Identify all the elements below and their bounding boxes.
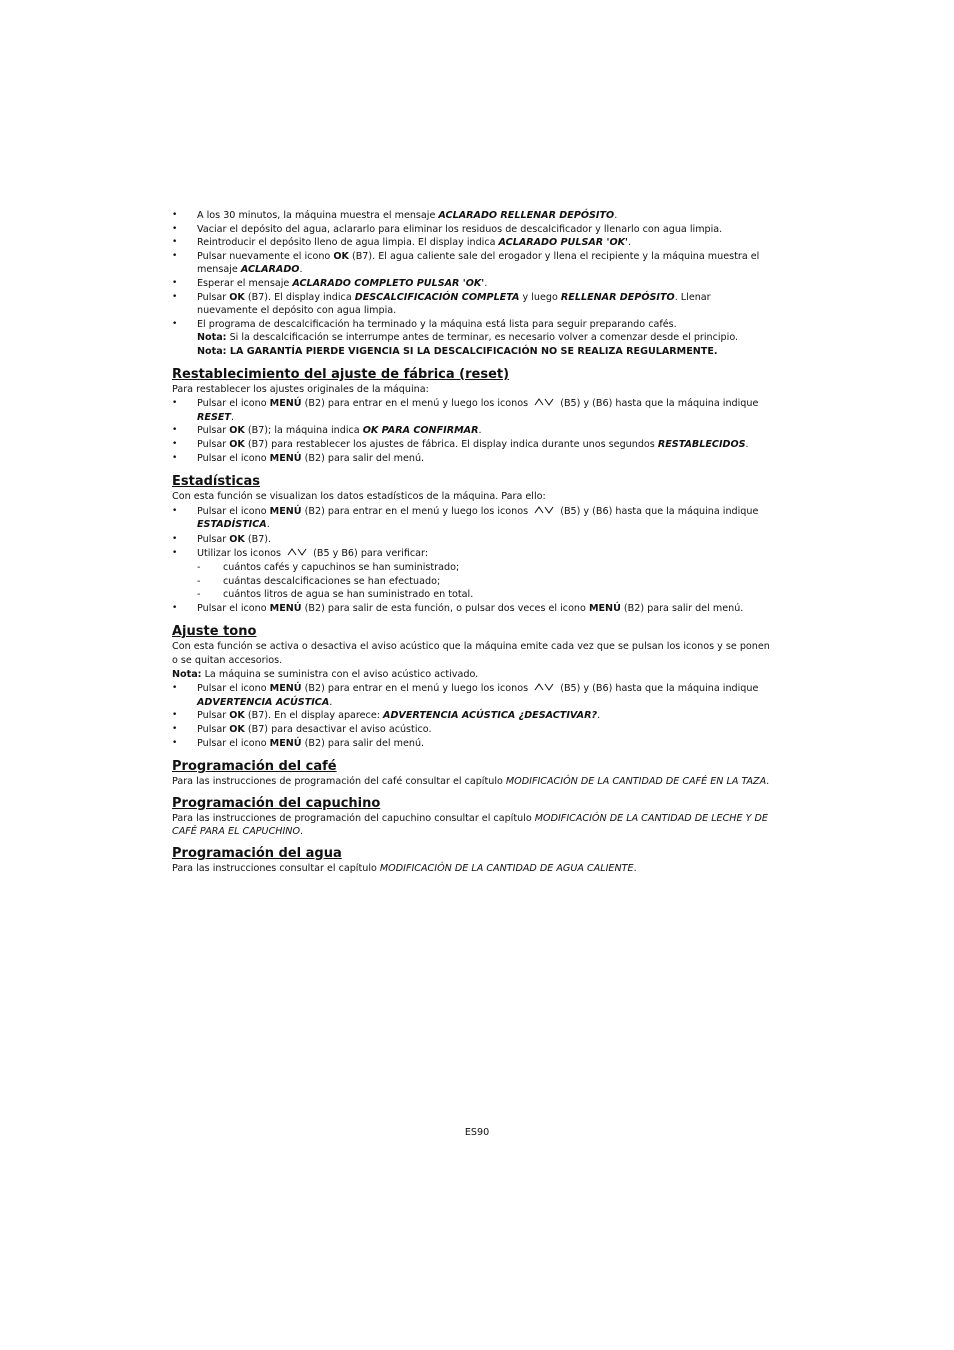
list-item: • Pulsar OK (B7). El display indica DESCALCIFICACIÓN COMPLETA y luego RELLENAR DEPÓSITO. Llenar nuevamente el depósito con agua limpia. — [172, 291, 772, 318]
section-intro: Para restablecer los ajustes originales de la máquina: — [172, 383, 429, 395]
key-label: OK — [229, 533, 245, 545]
chapter-reference: MODIFICACIÓN DE LA CANTIDAD DE CAFÉ EN LA TAZA — [505, 776, 767, 788]
key-label: OK — [229, 425, 245, 437]
statistics-sublist — [197, 561, 772, 602]
sub-list-item: - cuántas descalcificaciones se han efectuado; — [197, 575, 772, 589]
up-down-arrow-icon — [534, 505, 554, 515]
chapter-reference: MODIFICACIÓN DE LA CANTIDAD DE AGUA CALIENTE — [379, 862, 634, 874]
up-down-arrow-icon — [534, 682, 554, 692]
warranty-warning: LA GARANTÍA PIERDE VIGENCIA SI LA DESCALCIFICACIÓN NO SE REALIZA REGULARMENTE. — [226, 345, 718, 357]
note-text: Si la descalcificación se interrumpe antes de terminar, es necesario volver a comenzar desde el principio. — [226, 332, 739, 344]
note-label: Nota: — [197, 345, 227, 357]
list-item: • A los 30 minutos, la máquina muestra el mensaje ACLARADO RELLENAR DEPÓSITO. — [172, 209, 772, 223]
section-intro: Con esta función se activa o desactiva el aviso acústico que la máquina emite cada vez que se pulsan los iconos y se ponen o se quitan accesorios. — [172, 641, 770, 667]
section-heading-coffee: Programación del café — [172, 759, 337, 775]
page-number: ES90 — [464, 1127, 490, 1138]
display-message: ACLARADO PULSAR 'OK' — [498, 237, 628, 249]
note-text: La máquina se suministra con el aviso acústico activado. — [201, 668, 479, 680]
display-message: RELLENAR DEPÓSITO — [560, 291, 675, 303]
list-item: • Pulsar OK (B7). En el display aparece: ADVERTENCIA ACÚSTICA ¿DESACTIVAR?. — [172, 709, 772, 723]
display-message: DESCALCIFICACIÓN COMPLETA — [354, 291, 520, 303]
key-label: OK — [333, 250, 349, 262]
list-item: • Pulsar el icono MENÚ (B2) para entrar en el menú y luego los iconos (B5) y (B6) hasta que la máquina indique ADVERTENCIA ACÚSTICA. — [172, 682, 772, 709]
list-item: • Pulsar OK (B7); la máquina indica OK PARA CONFIRMAR. — [172, 424, 772, 438]
list-item: • Reintroducir el depósito lleno de agua limpia. El display indica ACLARADO PULSAR 'OK'. — [172, 236, 772, 250]
list-item: • Utilizar los iconos (B5 y B6) para verificar: - cuántos cafés y capuchinos se han suministrado; - cuántas descalcificaciones se han efectuado; - cuántos litros de agua se han suministrado en total. — [172, 547, 772, 601]
key-label: MENÚ — [269, 683, 302, 695]
display-message: RESET — [197, 411, 231, 423]
section-heading-statistics: Estadísticas — [172, 474, 260, 490]
list-item: • Pulsar OK (B7) para desactivar el aviso acústico. — [172, 723, 772, 737]
section-heading-reset: Restablecimiento del ajuste de fábrica (reset) — [172, 366, 510, 382]
key-label: MENÚ — [588, 602, 621, 614]
key-label: OK — [229, 291, 245, 303]
key-label: MENÚ — [269, 452, 302, 464]
chapter-reference: MODIFICACIÓN DE LA CANTIDAD DE LECHE Y DE CAFÉ PARA EL CAPUCHINO — [172, 812, 768, 838]
key-label: MENÚ — [269, 602, 302, 614]
display-message: ESTADÍSTICA — [197, 519, 267, 531]
list-item: • Vaciar el depósito del agua, aclararlo para eliminar los residuos de descalcificador y llenarlo con agua limpia. — [172, 223, 772, 237]
list-item: • Pulsar el icono MENÚ (B2) para salir del menú. — [172, 452, 772, 466]
section-heading-tone: Ajuste tono — [172, 624, 257, 640]
manual-content — [172, 209, 772, 876]
up-down-arrow-icon — [534, 397, 554, 407]
section-text: Para las instrucciones consultar el capítulo MODIFICACIÓN DE LA CANTIDAD DE AGUA CALIENTE. — [172, 862, 637, 874]
display-message: ADVERTENCIA ACÚSTICA ¿DESACTIVAR? — [383, 710, 598, 722]
key-label: MENÚ — [269, 737, 302, 749]
list-item: • Pulsar el icono MENÚ (B2) para salir de esta función, o pulsar dos veces el icono MENÚ (B2) para salir del menú. — [172, 602, 772, 616]
reset-steps — [172, 397, 772, 465]
section-text: Para las instrucciones de programación del capuchino consultar el capítulo MODIFICACIÓN DE LA CANTIDAD DE LECHE Y DE CAFÉ PARA EL CAPUCHINO. — [172, 812, 768, 838]
note-label: Nota: — [172, 668, 202, 680]
list-item: • Pulsar el icono MENÚ (B2) para salir del menú. — [172, 737, 772, 751]
section-intro: Con esta función se visualizan los datos estadísticos de la máquina. Para ello: — [172, 491, 546, 503]
display-message: ACLARADO — [240, 264, 300, 276]
tone-steps — [172, 682, 772, 750]
display-message: RESTABLECIDOS — [657, 438, 746, 450]
list-item: • Pulsar nuevamente el icono OK (B7). El agua caliente sale del erogador y llena el recipiente y la máquina muestra el mensaje ACLARADO. — [172, 250, 772, 277]
key-label: OK — [229, 710, 245, 722]
key-label: OK — [229, 438, 245, 450]
key-label: MENÚ — [269, 398, 302, 410]
section-heading-cappuccino: Programación del capuchino — [172, 795, 381, 811]
list-item: • El programa de descalcificación ha terminado y la máquina está lista para seguir preparando cafés. Nota: Si la descalcificación se interrumpe antes de terminar, es necesario volver a comenzar desde el principio. Nota: LA GARANTÍA PIERDE VIGENCIA SI LA DESCALCIFICACIÓN NO SE REALIZA REGULARMENTE. — [172, 318, 772, 359]
key-label: MENÚ — [269, 505, 302, 517]
statistics-steps — [172, 505, 772, 616]
section-heading-water: Programación del agua — [172, 845, 342, 861]
note-label: Nota: — [197, 332, 227, 344]
up-down-arrow-icon — [287, 547, 307, 557]
display-message: OK PARA CONFIRMAR — [362, 425, 479, 437]
list-item: • Pulsar el icono MENÚ (B2) para entrar en el menú y luego los iconos (B5) y (B6) hasta que la máquina indique ESTADÍSTICA. — [172, 505, 772, 532]
list-item: • Pulsar el icono MENÚ (B2) para entrar en el menú y luego los iconos (B5) y (B6) hasta que la máquina indique RESET. — [172, 397, 772, 424]
section-text: Para las instrucciones de programación del café consultar el capítulo MODIFICACIÓN DE LA CANTIDAD DE CAFÉ EN LA TAZA. — [172, 776, 770, 788]
list-item: • Pulsar OK (B7). — [172, 533, 772, 547]
sub-list-item: - cuántos cafés y capuchinos se han suministrado; — [197, 561, 772, 575]
key-label: OK — [229, 724, 245, 735]
display-message: ADVERTENCIA ACÚSTICA — [197, 696, 330, 708]
sub-list-item: - cuántos litros de agua se han suministrado en total. — [197, 588, 772, 602]
list-item: • Pulsar OK (B7) para restablecer los ajustes de fábrica. El display indica durante unos segundos RESTABLECIDOS. — [172, 438, 772, 452]
display-message: ACLARADO COMPLETO PULSAR 'OK' — [292, 277, 485, 289]
descaling-steps — [172, 209, 772, 359]
list-item: • Esperar el mensaje ACLARADO COMPLETO PULSAR 'OK'. — [172, 277, 772, 291]
note — [172, 668, 772, 682]
display-message: ACLARADO RELLENAR DEPÓSITO — [438, 210, 615, 221]
